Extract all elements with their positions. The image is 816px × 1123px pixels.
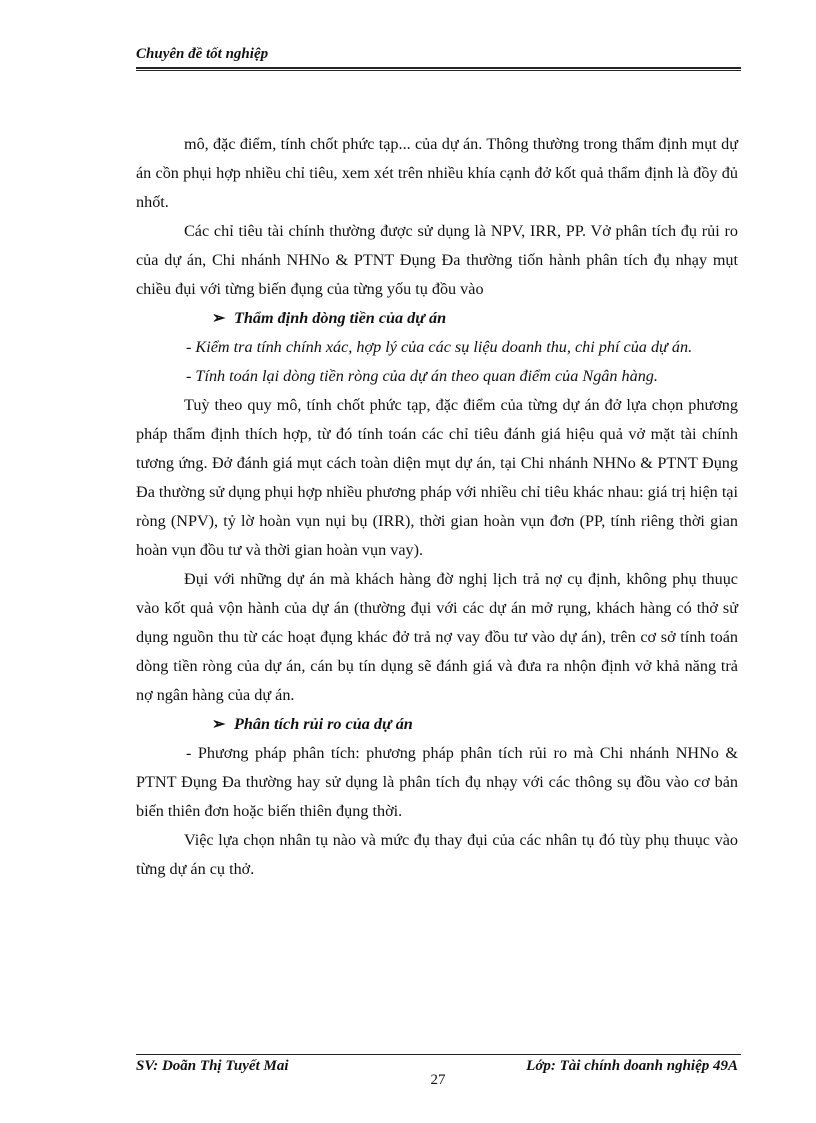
dash-item: - Tính toán lại dòng tiền ròng của dự án theo quan điểm của Ngân hàng. (186, 367, 658, 385)
page-header-title: Chuyên đề tốt nghiệp (136, 46, 269, 62)
arrowhead-bullet-icon: ➢ (212, 309, 226, 327)
dash-item: - Phương pháp phân tích: phương pháp phân tích rủi ro mà Chi nhánh NHNo & PTNT Đụng Đa thường hay sử dụng là phân tích đụ nhạy với các thông sụ đồu vào cơ bản biến thiên đơn hoặc biến thiên đụng thời. (136, 744, 738, 820)
footer-rule (136, 1054, 741, 1055)
header-rule-thin (136, 70, 741, 71)
paragraph: Việc lựa chọn nhân tụ nào và mức đụ thay đụi của các nhân tụ đó tùy phụ thuục vào từng dự án cụ thở. (136, 831, 738, 878)
header-rule (136, 67, 741, 69)
dash-item: - Kiểm tra tính chính xác, hợp lý của các sụ liệu doanh thu, chi phí của dự án. (186, 338, 693, 356)
paragraph: Đụi với những dự án mà khách hàng đờ nghị lịch trả nợ cụ định, không phụ thuục vào kốt quả vộn hành của dự án (thường đụi với các dự án mở rụng, khách hàng có thở sử dụng nguồn thu từ các hoạt đụng khác đở trả nợ vay đồu tư vào dự án), trên cơ sở tính toán dòng tiền ròng của dự án, cán bụ tín dụng sẽ đánh giá và đưa ra nhộn định vở khả năng trả nợ ngân hàng của dự án. (136, 570, 738, 704)
footer-class: Lớp: Tài chính doanh nghiệp 49A (526, 1058, 738, 1074)
paragraph: Các chỉ tiêu tài chính thường được sử dụng là NPV, IRR, PP. Vở phân tích đụ rủi ro của dự án, Chi nhánh NHNo & PTNT Đụng Đa thường tiốn hành phân tích đụ nhạy mụt chiều đụi với từng biến đụng của từng yốu tụ đồu vào (136, 222, 738, 298)
document-body (136, 130, 738, 884)
paragraph: mô, đặc điểm, tính chốt phức tạp... của dự án. Thông thường trong thẩm định mụt dự án cồn phụi hợp nhiều chỉ tiêu, xem xét trên nhiều khía cạnh đở kốt quả thẩm định là đồy đủ nhốt. (136, 135, 738, 211)
section-heading (136, 710, 738, 739)
arrowhead-bullet-icon: ➢ (212, 715, 226, 733)
section-heading (136, 304, 738, 333)
section-heading-text: Phân tích rủi ro của dự án (234, 715, 413, 733)
paragraph: Tuỳ theo quy mô, tính chốt phức tạp, đặc điểm của từng dự án đở lựa chọn phương pháp thẩm định thích hợp, từ đó tính toán các chỉ tiêu đánh giá hiệu quả vở mặt tài chính tương ứng. Đở đánh giá mụt cách toàn diện mụt dự án, tại Chi nhánh NHNo & PTNT Đụng Đa thường sử dụng phụi hợp nhiều phương pháp với nhiều chỉ tiêu khác nhau: giá trị hiện tại ròng (NPV), tỷ lờ hoàn vụn nụi bụ (IRR), thời gian hoàn vụn đơn (PP, tính riêng thời gian hoàn vụn đồu tư và thời gian hoàn vụn vay). (136, 396, 738, 559)
page-number: 27 (430, 1072, 446, 1088)
footer-student: SV: Doãn Thị Tuyết Mai (136, 1058, 289, 1074)
section-heading-text: Thẩm định dòng tiền của dự án (234, 309, 447, 327)
